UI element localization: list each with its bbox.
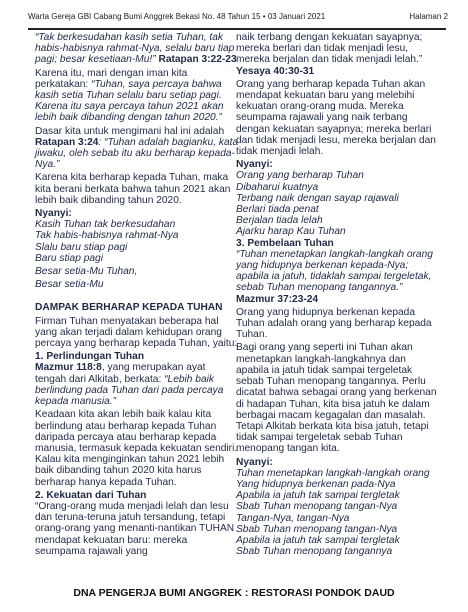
song-label: Nyanyi: xyxy=(236,456,273,468)
song-line: Tak habis-habisnya rahmat-Nya xyxy=(35,230,179,242)
paragraph: Keadaan kita akan lebih baik kalau kita berlindung atau berharap kepada Tuhan daripada percaya atau berharap kepada manusia, termasuk kepada kekuatan sendiri. Kalau kita menginginkan tahun 2021 lebih baik dibanding tahun 2020 kita harus berharap hanya kepada Tuhan. xyxy=(35,409,238,488)
paragraph: Firman Tuhan menyatakan beberapa hal yang akan terjadi dalam kehidupan orang percaya yang berharap kepada Tuhan, yaitu: xyxy=(35,315,238,350)
song-line: Slalu baru stiap pagi xyxy=(35,241,128,253)
song-line: Orang yang berharap Tuhan xyxy=(236,170,364,182)
paragraph: Orang yang hidupnya berkenan kepada Tuhan adalah orang yang berharap kepada Tuhan. xyxy=(236,306,432,341)
verse-reference: Mazmur 37:23-24 xyxy=(236,293,319,305)
song-line: Tuhan menetapkan langkah-langkah orang xyxy=(236,467,430,479)
song-line: Dibaharui kuatnya xyxy=(236,181,319,193)
bulletin-title: Warta Gereja GBI Cabang Bumi Anggrek Bekasi No. 48 Tahun 15 • 03 Januari 2021 xyxy=(28,12,326,21)
quote: “Tuhan, saya percaya bahwa kasih setia Tuhan selalu baru setiap pagi. Karena itu saya percaya tahun 2021 akan lebih baik dibanding dengan tahun 2020.” xyxy=(35,78,224,124)
paragraph xyxy=(35,362,239,407)
subheading: 2. Kekuatan dari Tuhan xyxy=(35,489,147,501)
paragraph: “Orang-orang muda menjadi lelah dan lesu dan teruna-teruna jatuh tersandung, tetapi orang-orang yang menanti-nantikan TUHAN mendapat kekuatan baru: mereka seumpama rajawali yang xyxy=(35,500,235,557)
song-line: Baru stiap pagi xyxy=(35,252,103,264)
song-line: Besar setia-Mu Tuhan, xyxy=(35,266,138,278)
verse-reference: Yesaya 40:30-31 xyxy=(236,65,315,77)
text: Karena itu, mari dengan iman kita perkatakan: xyxy=(35,67,188,90)
paragraph xyxy=(35,68,239,124)
subheading: 1. Perlindungan Tuhan xyxy=(35,351,145,363)
song-label: Nyanyi: xyxy=(35,208,72,220)
song-line: Apabila ia jatuh tak sampai tergletak xyxy=(236,490,400,502)
song-lyrics xyxy=(236,468,440,558)
section-heading: DAMPAK BERHARAP KEPADA TUHAN xyxy=(35,302,223,314)
song-lyrics xyxy=(35,219,239,290)
text: naik terbang dengan kekuatan sayapnya; mereka berlari dan tidak menjadi lesu, mereka berjalan dan tidak menjadi lelah.” xyxy=(236,32,423,66)
paragraph xyxy=(236,249,440,305)
song-line: Apabila ia jatuh tak sampai tergletak xyxy=(236,534,400,546)
left-column xyxy=(35,32,239,559)
paragraph: Bagi orang yang seperti ini Tuhan akan menetapkan langkah-langkahnya dan apabila ia jatuh tidak sampai tergeletak sebab Tuhan menopang tangannya. Perlu dicatat bahwa sebagai orang yang berkenan di hadapan Tuhan, kita bisa jatuh ke dalam berbagai macam kegagalan dan masalah. Tetapi Alkitab berkata kita bisa jatuh, tetapi tidak sampai tergeletak sebab Tuhan menopang tangan kita. xyxy=(236,342,437,455)
song-line: Sbab Tuhan menopang tangannya xyxy=(236,546,393,558)
song-line: Tangan-Nya, tangan-Nya xyxy=(236,512,350,524)
paragraph xyxy=(35,32,239,66)
quote: “Lebih baik berlindung pada Tuhan dari pada percaya kepada manusia.” xyxy=(35,373,224,408)
verse-reference: Ratapan 3:22-23 xyxy=(158,54,237,66)
verse-reference: Mazmur 118:8 xyxy=(35,362,102,374)
song-lyrics xyxy=(236,170,440,237)
song-line: Besar setia-Mu xyxy=(35,279,104,291)
song-line: Berjalan tiada lelah xyxy=(236,215,323,227)
footer-banner: DNA PENGERJA BUMI ANGGREK : RESTORASI PONDOK DAUD xyxy=(73,587,395,599)
text: Dasar kita untuk mengimani hal ini adalah xyxy=(35,125,225,137)
song-line: Sbab Tuhan menopang tangan-Nya xyxy=(236,501,398,513)
subheading: 3. Pembelaan Tuhan xyxy=(236,237,334,249)
text: , yang merupakan ayat tengah dari Alkitab, berkata: xyxy=(35,362,206,385)
song-line: Yang hidupnya berkenan pada-Nya xyxy=(236,478,396,490)
right-column xyxy=(236,32,440,557)
quote: “Tuhan menetapkan langkah-langkah orang yang hidupnya berkenan kepada-Nya; apabila ia jatuh, tidaklah sampai tergeletak, sebab Tuhan menopang tangannya.” xyxy=(236,248,433,294)
song-line: Terbang naik dengan sayap rajawali xyxy=(236,192,399,204)
song-line: Berlari tiada penat xyxy=(236,204,319,216)
song-label: Nyanyi: xyxy=(236,159,273,171)
quote: : “Tuhan adalah bagianku, kata jiwaku, oleh sebab itu aku berharap kepada-Nya.” xyxy=(35,136,239,171)
paragraph: Karena kita berharap kepada Tuhan, maka kita berani berkata bahwa tahun 2021 akan lebih baik dibanding tahun 2020. xyxy=(35,172,231,206)
paragraph xyxy=(35,126,239,171)
paragraph xyxy=(236,32,440,77)
song-line: Ajarku harap Kau Tuhan xyxy=(236,226,346,238)
quote: “Tak berkesudahan kasih setia Tuhan, tak habis-habisnya rahmat-Nya, selalu baru tiap pagi; besar kesetiaan-Mu!” xyxy=(35,32,235,66)
song-line: Sbab Tuhan menopang tangan-Nya xyxy=(236,523,398,535)
header-divider xyxy=(28,28,446,30)
paragraph: Orang yang berharap kepada Tuhan akan mendapat kekuatan baru yang melebihi kekuatan orang-orang muda. Mereka seumpama rajawali yang naik terbang dengan kekuatan sayapnya; mereka berlari dan tidak menjadi lesu, mereka berjalan dan tidak menjadi lelah. xyxy=(236,78,436,158)
song-line: Kasih Tuhan tak berkesudahan xyxy=(35,219,176,231)
page-number: Halaman 2 xyxy=(409,12,448,21)
verse-reference: Ratapan 3:24 xyxy=(35,136,99,148)
